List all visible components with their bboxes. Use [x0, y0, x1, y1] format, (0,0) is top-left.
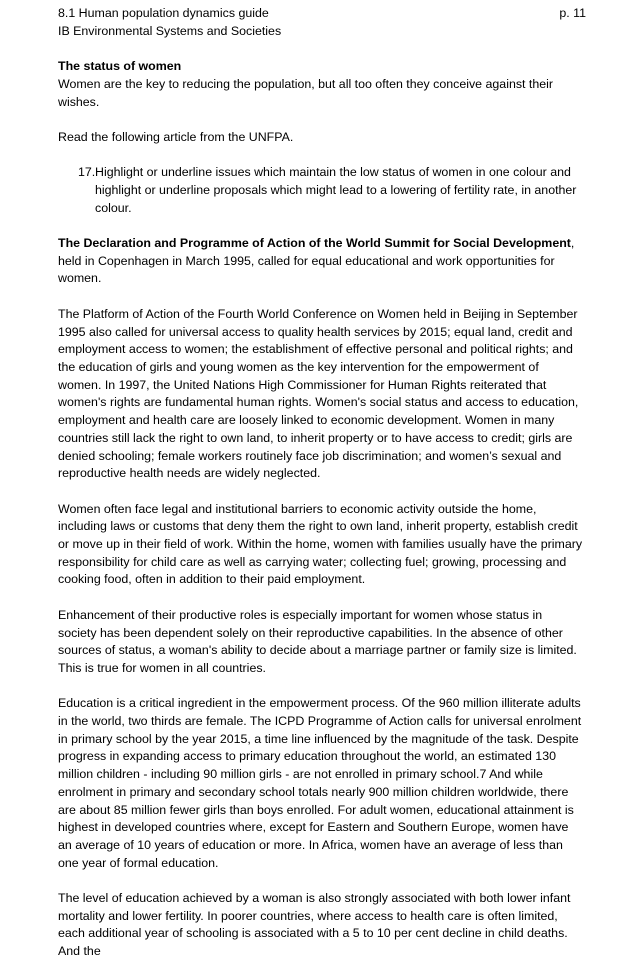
task-text: Highlight or underline issues which maintain the low status of women in one colour and highlight or underline proposals which might lead to a lowering of fertility rate, in another colour.: [95, 165, 577, 215]
guide-title: 8.1 Human population dynamics guide: [58, 6, 269, 20]
course-name: IB Environmental Systems and Societies: [58, 23, 282, 38]
reading-instruction: Read the following article from the UNFPA.: [58, 129, 294, 144]
article-paragraph-productive-roles: Enhancement of their productive roles is especially important for women whose status in society has been dependent solely on their reproductive capabilities. In the absence of other sources of status, a woman's ability to decide about a marriage partner or family size is limited. This is true for women in all countries.: [58, 607, 577, 675]
task-number: 17.: [78, 165, 96, 180]
article-paragraph-education: Education is a critical ingredient in the empowerment process. Of the 960 million illiterate adults in the world, two thirds are female. The ICPD Programme of Action calls for universal enrolment in primary school by the year 2015, a time line influenced by the magnitude of the task. Despite progress in expanding access to primary education throughout the world, an estimated 130 million children - including 90 million girls - are not enrolled in primary school.7 And while enrolment in primary and secondary school totals nearly 900 million children worldwide, there are about 85 million fewer girls than boys enrolled. For adult women, educational attainment is highest in developed countries where, except for Eastern and Southern Europe, women have an average of 10 years of education or more. In Africa, women have an average of less than one year of formal education.: [58, 696, 582, 870]
page-content: [58, 5, 586, 961]
article-paragraph-beijing: The Platform of Action of the Fourth World Conference on Women held in Beijing in September 1995 also called for universal access to quality health services by 2015; equal land, credit and employment access to women; the establishment of effective personal and political rights; and the education of girls and young women as the key intervention for the empowerment of women. In 1997, the United Nations High Commissioner for Human Rights reiterated that women's rights are fundamental human rights. Women's social status and access to education, employment and health care are loosely linked to economic development. Women in many countries still lack the right to own land, to inherit property or to have access to credit; girls are denied schooling; female workers routinely face job discrimination; and women’s sexual and reproductive health needs are widely neglected.: [58, 306, 579, 481]
article-paragraph-barriers: Women often face legal and institutional barriers to economic activity outside the home, including laws or customs that deny them the right to own land, inherit property, establish credit or move up in their field of work. Within the home, women with families usually have the primary responsibility for child care as well as carrying water; collecting fuel; growing, processing and cooking food, often in addition to their paid employment.: [58, 501, 583, 587]
section-intro: Women are the key to reducing the population, but all too often they conceive against their wishes.: [58, 76, 554, 109]
article-lead-rest: , held in Copenhagen in March 1995, called for equal educational and work opportunities for women.: [58, 236, 575, 286]
task-item: [58, 164, 583, 217]
article-paragraph-mortality: The level of education achieved by a woman is also strongly associated with both lower infant mortality and lower fertility. In poorer countries, where access to health care is often limited, each additional year of schooling is associated with a 5 to 10 per cent decline in child deaths. And the: [58, 891, 571, 959]
page-number: p. 11: [559, 6, 586, 20]
running-header: [58, 5, 586, 23]
section-heading: The status of women: [58, 59, 182, 74]
article-lead-bold: The Declaration and Programme of Action of the World Summit for Social Development: [58, 236, 571, 251]
article-lead-paragraph: [58, 235, 583, 288]
